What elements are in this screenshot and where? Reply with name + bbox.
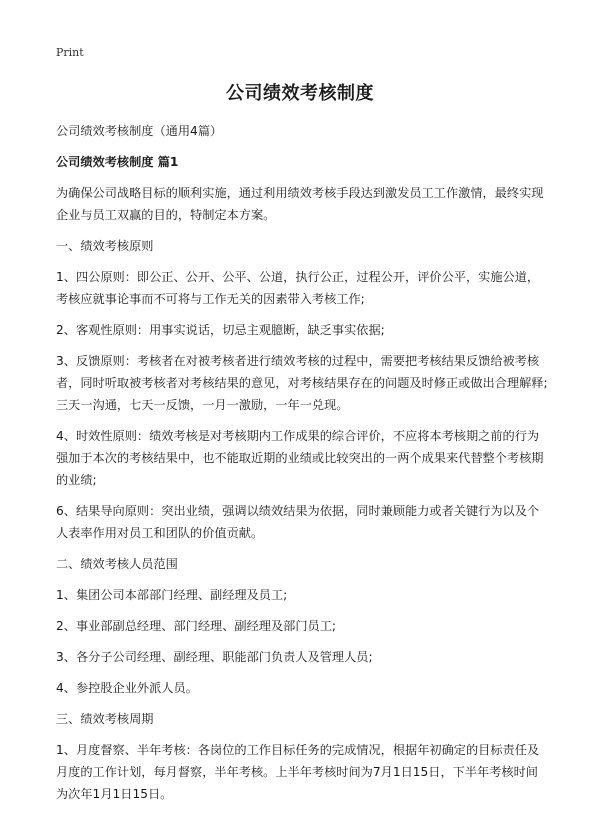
- scope-item: 1、集团公司本部部门经理、副经理及员工;: [56, 588, 288, 602]
- cycle-item: 1、月度督察、半年考核：各岗位的工作目标任务的完成情况，根据年初确定的目标责任及月度的工作计划，每月督察，半年考核。上半年考核时间为7月1日15日，下半年考核时间为次年1月1日15日。: [56, 743, 540, 801]
- scope-item: 3、各分子公司经理、副经理、职能部门负责人及管理人员;: [56, 650, 373, 664]
- principle-item: 6、结果导向原则：突出业绩，强调以绩效结果为依据，同时兼顾能力或者关键行为以及个人表率作用对员工和团队的价值贡献。: [56, 504, 540, 540]
- document-subtitle: 公司绩效考核制度（通用4篇）: [56, 124, 223, 138]
- principle-item: 1、四公原则：即公正、公开、公平、公道，执行公正，过程公开，评价公平，实施公道，考核应就事论事而不可将与工作无关的因素带入考核工作;: [56, 270, 540, 306]
- intro-paragraph: 为确保公司战略目标的顺利实施，通过利用绩效考核手段达到激发员工工作激情，最终实现企业与员工双赢的目的，特制定本方案。: [56, 186, 544, 222]
- document-body: [56, 120, 548, 814]
- principle-item: 2、客观性原则：用事实说话，切忌主观臆断，缺乏事实依据;: [56, 323, 385, 337]
- scope-item: 2、事业部副总经理、部门经理、副经理及部门员工;: [56, 619, 336, 633]
- scope-item: 4、参控股企业外派人员。: [56, 681, 198, 695]
- section-heading-principles: 一、绩效考核原则: [56, 239, 154, 253]
- article-heading: 公司绩效考核制度 篇1: [56, 155, 179, 169]
- section-heading-cycle: 三、绩效考核周期: [56, 712, 154, 726]
- section-heading-scope: 二、绩效考核人员范围: [56, 557, 178, 571]
- print-label[interactable]: Print: [56, 46, 84, 59]
- principle-item: 3、反馈原则：考核者在对被考核者进行绩效考核的过程中，需要把考核结果反馈给被考核者，同时听取被考核者对考核结果的意见，对考核结果存在的问题及时修正或做出合理解释;三天一沟通，七天一反馈，一月一激励，一年一兑现。: [56, 354, 548, 412]
- principle-item: 4、时效性原则：绩效考核是对考核期内工作成果的综合评价，不应将本考核期之前的行为强加于本次的考核结果中，也不能取近期的业绩或比较突出的一两个成果来代替整个考核期的业绩;: [56, 429, 544, 487]
- document-title: 公司绩效考核制度: [226, 83, 374, 104]
